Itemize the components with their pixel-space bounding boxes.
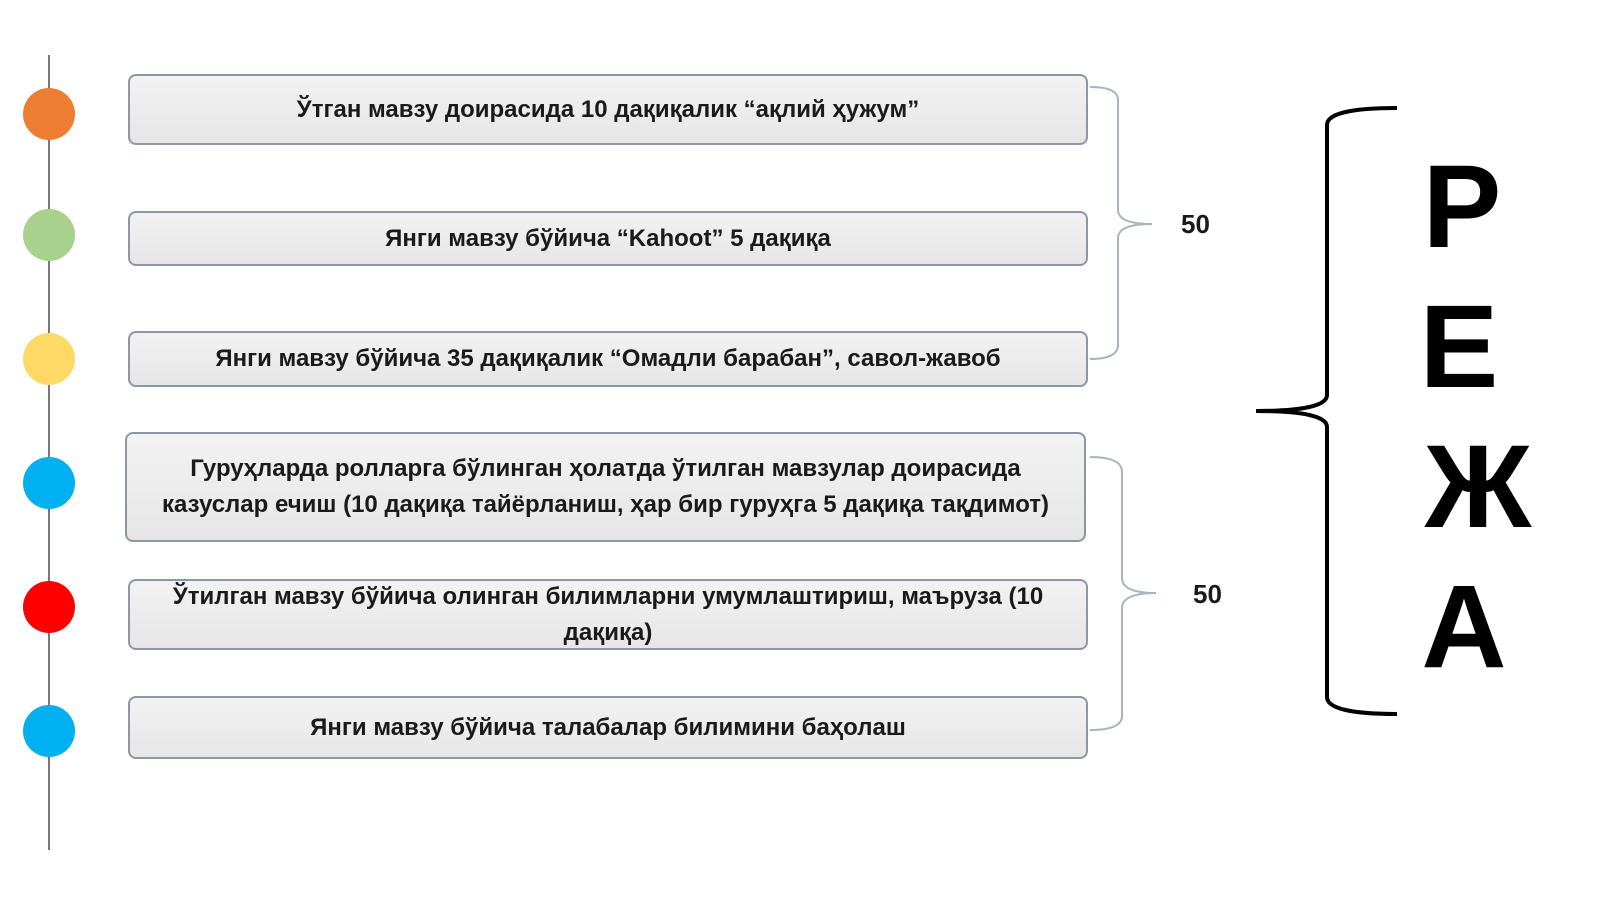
step-2-text: Янги мавзу бўйича “Kahoot” 5 дақиқа — [385, 224, 831, 252]
step-4-text: Гуруҳларда ролларга бўлинган ҳолатда ўтилган мавзулар доирасида казуслар ечиш (10 дақиқа тайёрланиш, ҳар бир гуруҳга 5 дақиқа тақдимот) — [161, 455, 1050, 518]
plan-letter-2: Е — [1419, 281, 1499, 413]
step-6-text: Янги мавзу бўйича талабалар билимини баҳолаш — [310, 713, 906, 741]
plan-letter-4: А — [1421, 561, 1507, 693]
plan-letter-1: Р — [1422, 141, 1502, 273]
step-1-text: Ўтган мавзу доирасида 10 дақиқалик “ақлий ҳужум” — [296, 95, 920, 123]
plan-letter-3: Ж — [1424, 421, 1532, 553]
step-5-text: Ўтилган мавзу бўйича олинган билимларни умумлаштириш, маъруза (10 дақиқа) — [172, 582, 1044, 646]
group-1-total: 50 — [1181, 209, 1210, 239]
plan-brace — [1256, 108, 1397, 714]
group-2-total: 50 — [1193, 579, 1222, 609]
group-2-bracket — [1090, 457, 1156, 730]
group-1-bracket — [1090, 87, 1152, 359]
step-3-text: Янги мавзу бўйича 35 дақиқалик “Омадли барабан”, савол-жавоб — [215, 345, 1001, 372]
